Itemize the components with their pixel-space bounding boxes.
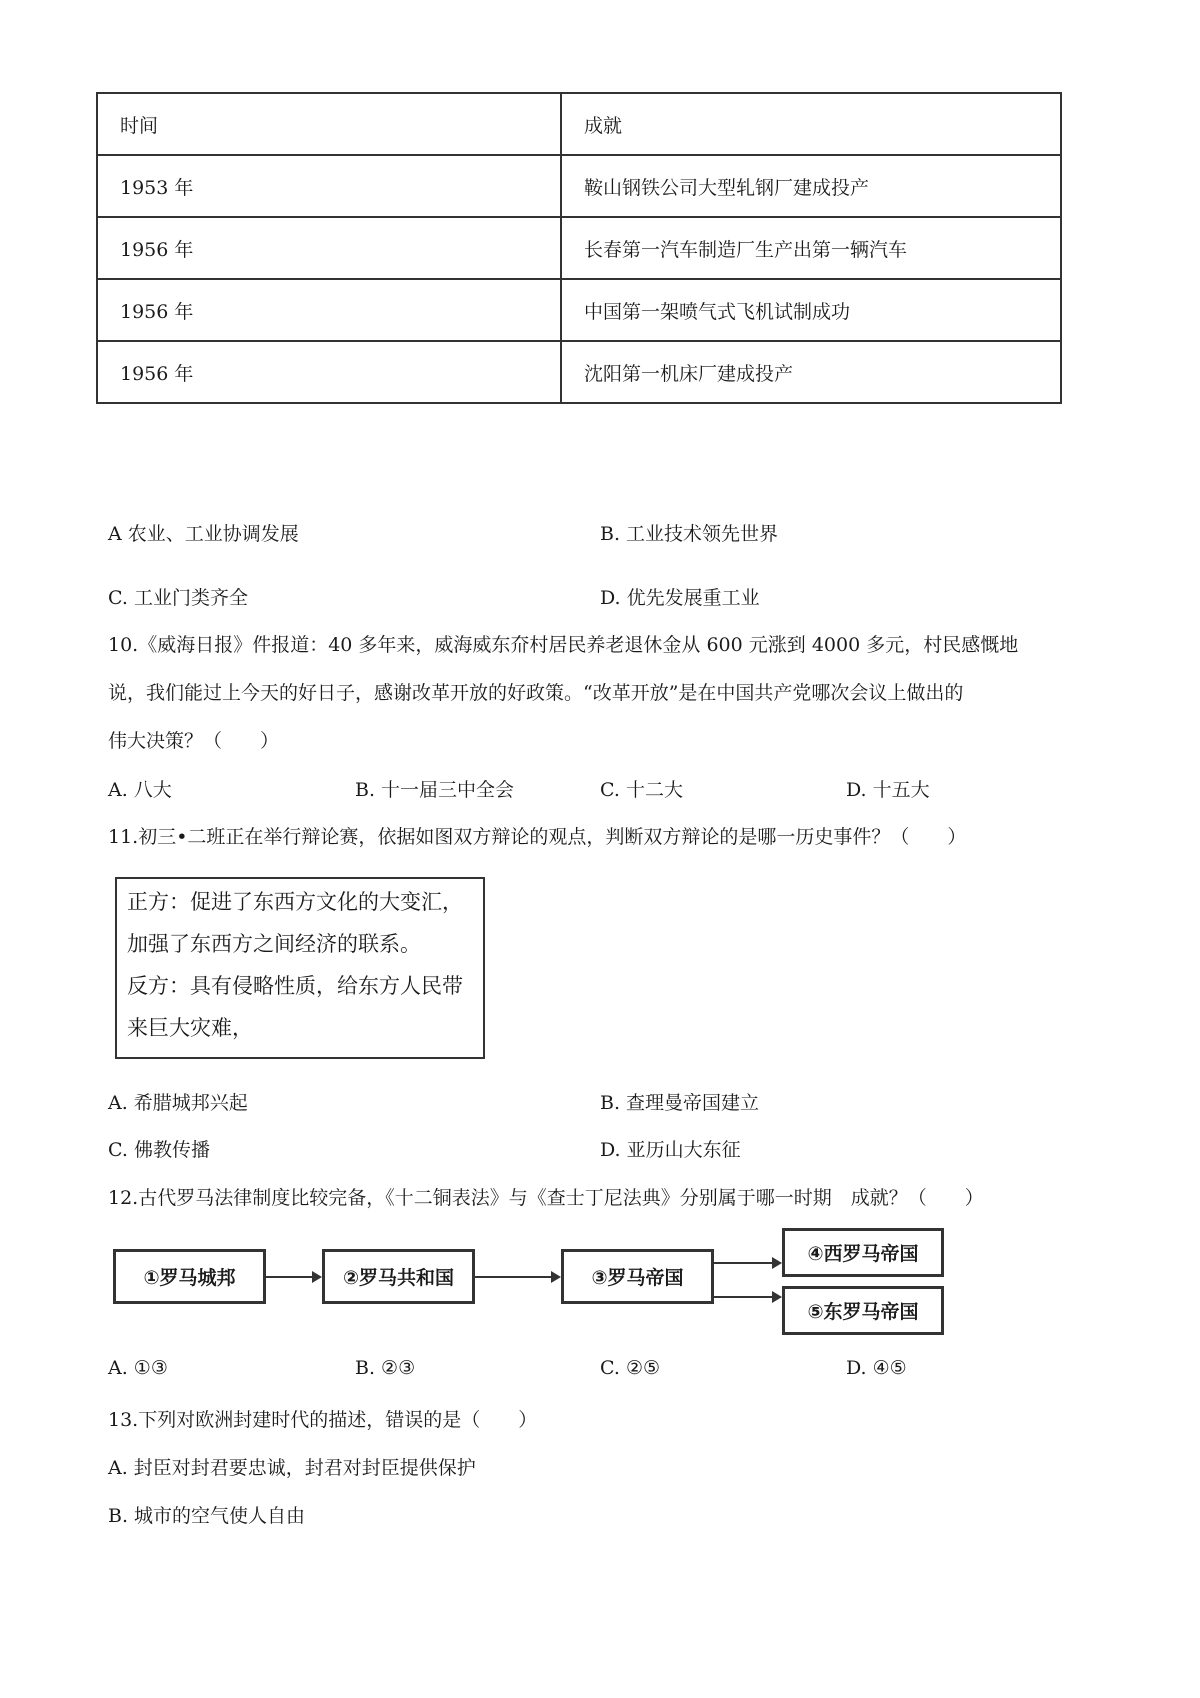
table-row — [97, 279, 1061, 341]
q9-option-a[interactable]: A 农业、工业协调发展 — [108, 523, 299, 545]
table-cell-time: 1956 年 — [97, 217, 561, 279]
debate-line: 来巨大灾难， — [127, 1016, 253, 1040]
q13-option-b[interactable]: B. 城市的空气使人自由 — [108, 1505, 306, 1527]
q12-stem: 12.古代罗马法律制度比较完备，《十二铜表法》与《查士丁尼法典》分别属于哪一时期 成就？（ ） — [108, 1187, 984, 1209]
table-cell-achievement: 鞍山钢铁公司大型轧钢厂建成投产 — [561, 155, 1061, 217]
q10-option-d[interactable]: D. 十五大 — [846, 779, 930, 801]
table-header-achievement: 成就 — [561, 93, 1061, 155]
debate-box — [115, 877, 485, 1059]
q9-option-b[interactable]: B. 工业技术领先世界 — [600, 523, 779, 545]
q10-option-c[interactable]: C. 十二大 — [600, 779, 683, 801]
table-cell-achievement: 长春第一汽车制造厂生产出第一辆汽车 — [561, 217, 1061, 279]
q9-option-c[interactable]: C. 工业门类齐全 — [108, 587, 248, 609]
q13-option-a[interactable]: A. 封臣对封君要忠诚，封君对封臣提供保护 — [108, 1457, 476, 1479]
table-header-time: 时间 — [97, 93, 561, 155]
table-cell-time: 1953 年 — [97, 155, 561, 217]
q13-stem: 13.下列对欧洲封建时代的描述，错误的是（ ） — [108, 1409, 538, 1431]
rome-box-republic: ②罗马共和国 — [322, 1249, 475, 1304]
table-cell-time: 1956 年 — [97, 279, 561, 341]
q11-stem: 11.初三•二班正在举行辩论赛，依据如图双方辩论的观点，判断双方辩论的是哪一历史事件？（ ） — [108, 826, 967, 848]
q10-stem-line3: 伟大决策？（ ） — [108, 730, 280, 752]
table-cell-time: 1956 年 — [97, 341, 561, 403]
arrow-icon — [475, 1276, 559, 1278]
debate-line: 反方：具有侵略性质，给东方人民带 — [127, 974, 463, 998]
rome-box-empire: ③罗马帝国 — [561, 1249, 714, 1304]
q11-option-b[interactable]: B. 查理曼帝国建立 — [600, 1092, 760, 1114]
q10-option-b[interactable]: B. 十一届三中全会 — [355, 779, 515, 801]
q10-option-a[interactable]: A. 八大 — [108, 779, 172, 801]
debate-line: 加强了东西方之间经济的联系。 — [127, 932, 421, 956]
table-cell-achievement: 中国第一架喷气式飞机试制成功 — [561, 279, 1061, 341]
table-row — [97, 217, 1061, 279]
debate-line: 正方：促进了东西方文化的大变汇， — [127, 890, 463, 914]
q9-option-d[interactable]: D. 优先发展重工业 — [600, 587, 760, 609]
q10-stem-line1: 10.《威海日报》件报道：40 多年来，威海威东夼村居民养老退休金从 600 元涨到 4000 多元，村民感慨地 — [108, 634, 1019, 656]
table-row — [97, 155, 1061, 217]
rome-box-city-state: ①罗马城邦 — [113, 1249, 266, 1304]
table-row — [97, 341, 1061, 403]
achievement-table — [96, 92, 1062, 404]
q10-stem-line2: 说，我们能过上今天的好日子，感谢改革开放的好政策。“改革开放”是在中国共产党哪次会议上做出的 — [108, 682, 964, 704]
q11-option-d[interactable]: D. 亚历山大东征 — [600, 1139, 741, 1161]
rome-box-western-empire: ④西罗马帝国 — [782, 1228, 944, 1277]
q11-option-c[interactable]: C. 佛教传播 — [108, 1139, 210, 1161]
q12-option-a[interactable]: A. ①③ — [108, 1357, 168, 1379]
arrow-icon — [714, 1262, 780, 1264]
arrow-icon — [714, 1296, 780, 1298]
q11-option-a[interactable]: A. 希腊城邦兴起 — [108, 1092, 248, 1114]
q12-option-b[interactable]: B. ②③ — [355, 1357, 416, 1379]
table-header-row — [97, 93, 1061, 155]
q12-option-c[interactable]: C. ②⑤ — [600, 1357, 661, 1379]
table-cell-achievement: 沈阳第一机床厂建成投产 — [561, 341, 1061, 403]
rome-box-eastern-empire: ⑤东罗马帝国 — [782, 1286, 944, 1335]
arrow-icon — [266, 1276, 320, 1278]
q12-option-d[interactable]: D. ④⑤ — [846, 1357, 907, 1379]
